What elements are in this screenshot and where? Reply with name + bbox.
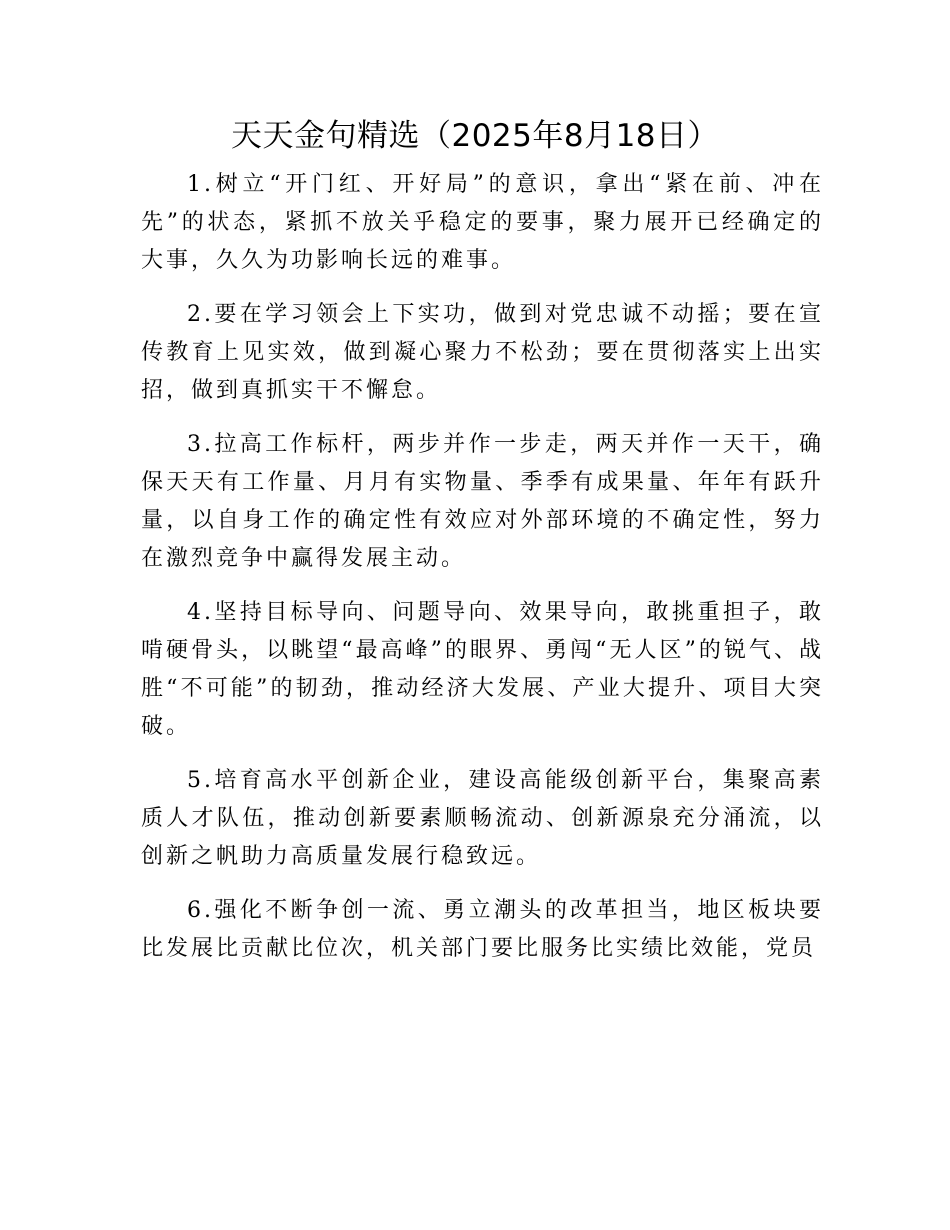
paragraph-4: 4.坚持目标导向、问题导向、效果导向，敢挑重担子，敢啃硬骨头，以眺望“最高峰”的眼界、勇闯“无人区”的锐气、战胜“不可能”的韧劲，推动经济大发展、产业大提升、项目大突破。 xyxy=(141,600,824,739)
paragraph-6: 6.强化不断争创一流、勇立潮头的改革担当，地区板块要比发展比贡献比位次，机关部门要比服务比实绩比效能，党员 xyxy=(141,898,824,961)
paragraph-2: 2.要在学习领会上下实功，做到对党忠诚不动摇；要在宣传教育上见实效，做到凝心聚力不松劲；要在贯彻落实上出实招，做到真抓实干不懈怠。 xyxy=(141,302,824,403)
paragraph-3: 3.拉高工作标杆，两步并作一步走，两天并作一天干，确保天天有工作量、月月有实物量、季季有成果量、年年有跃升量，以自身工作的确定性有效应对外部环境的不确定性，努力在激烈竞争中赢得发展主动。 xyxy=(141,432,824,571)
paragraph-5: 5.培育高水平创新企业，建设高能级创新平台，集聚高素质人才队伍，推动创新要素顺畅流动、创新源泉充分涌流，以创新之帆助力高质量发展行稳致远。 xyxy=(141,768,824,869)
document-body xyxy=(141,166,824,968)
paragraph-1: 1.树立“开门红、开好局”的意识，拿出“紧在前、冲在先”的状态，紧抓不放关乎稳定的要事，聚力展开已经确定的大事，久久为功影响长远的难事。 xyxy=(141,172,824,273)
page-title: 天天金句精选（2025年8月18日） xyxy=(230,118,720,154)
